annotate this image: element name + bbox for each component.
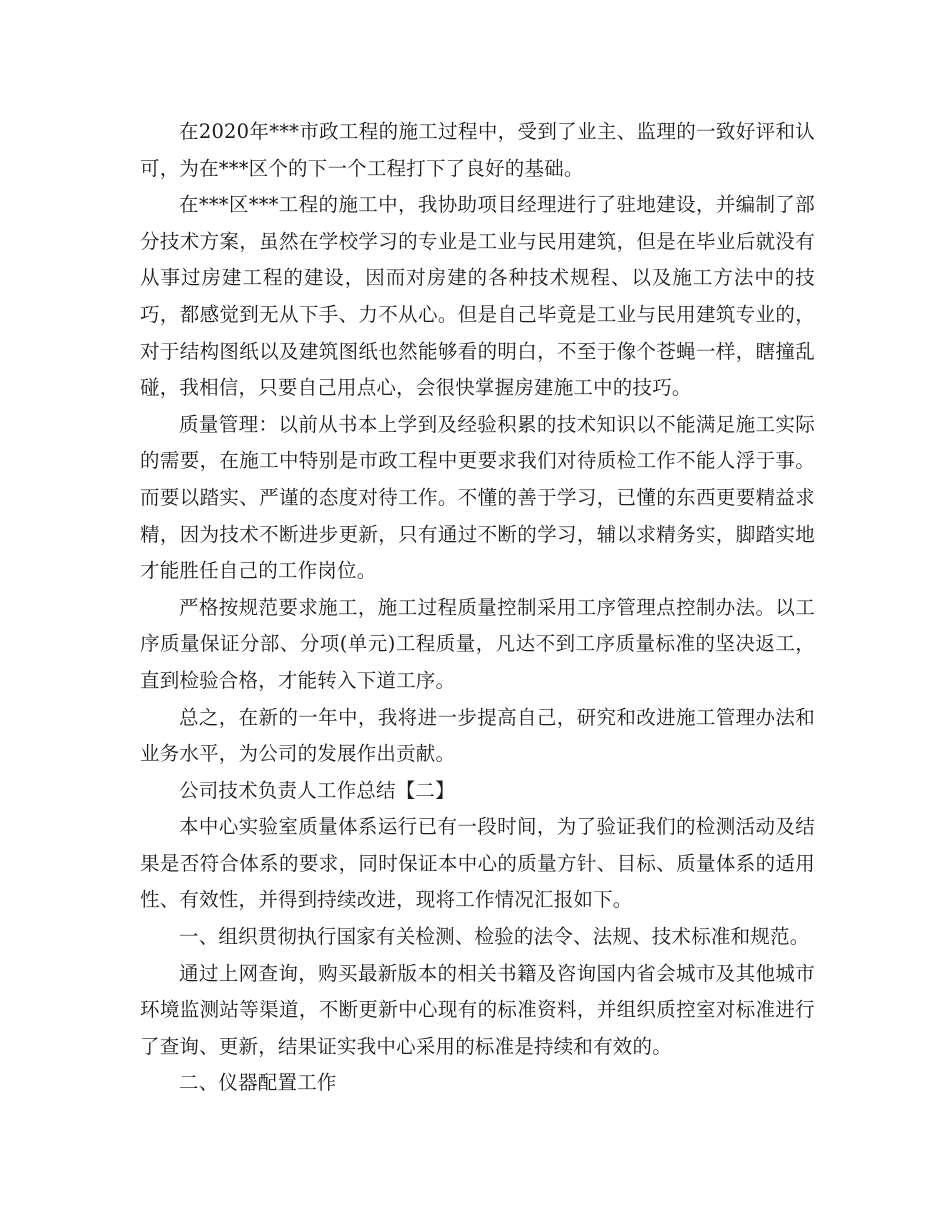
paragraph-project-praise: 在2020年***市政工程的施工过程中，受到了业主、监理的一致好评和认可，为在***区个的下一个工程打下了良好的基础。 — [140, 120, 815, 180]
paragraph-lab-quality-system: 本中心实验室质量体系运行已有一段时间，为了验证我们的检测活动及结果是否符合体系的要求，同时保证本中心的质量方针、目标、质量体系的适用性、有效性，并得到持续改进，现将工作情况汇报如下。 — [140, 815, 815, 912]
paragraph-quality-management: 质量管理：以前从书本上学到及经验积累的技术知识以不能满足施工实际的需要，在施工中特别是市政工程中更要求我们对待质检工作不能人浮于事。而要以踏实、严谨的态度对待工作。不懂的善于学习，已懂的东西更要精益求精，因为技术不断进步更新，只有通过不断的学习，辅以求精务实，脚踏实地才能胜任自己的工作岗位。 — [140, 412, 815, 583]
section-heading-instrument-config: 二、仪器配置工作 — [179, 1071, 337, 1095]
paragraph-construction-standards: 严格按规范要求施工，施工过程质量控制采用工序管理点控制办法。以工序质量保证分部、分项(单元)工程质量，凡达不到工序质量标准的坚决返工，直到检验合格，才能转入下道工序。 — [140, 595, 815, 692]
section-heading-summary-two: 公司技术负责人工作总结【二】 — [179, 778, 455, 802]
document-body — [140, 114, 815, 1102]
paragraph-conclusion: 总之，在新的一年中，我将进一步提高自己，研究和改进施工管理办法和业务水平，为公司的发展作出贡献。 — [140, 705, 815, 766]
section-heading-regulations: 一、组织贯彻执行国家有关检测、检验的法令、法规、技术标准和规范。 — [179, 925, 810, 949]
paragraph-site-construction: 在***区***工程的施工中，我协助项目经理进行了驻地建设，并编制了部分技术方案，虽然在学校学习的专业是工业与民用建筑，但是在毕业后就没有从事过房建工程的建设，因而对房建的各种技术规程、以及施工方法中的技巧，都感觉到无从下手、力不从心。但是自己毕竟是工业与民用建筑专业的，对于结构图纸以及建筑图纸也然能够看的明白，不至于像个苍蝇一样，瞎撞乱碰，我相信，只要自己用点心，会很快掌握房建施工中的技巧。 — [140, 193, 815, 400]
paragraph-standards-update: 通过上网查询，购买最新版本的相关书籍及咨询国内省会城市及其他城市环境监测站等渠道，不断更新中心现有的标准资料，并组织质控室对标准进行了查询、更新，结果证实我中心采用的标准是持续和有效的。 — [140, 961, 815, 1058]
